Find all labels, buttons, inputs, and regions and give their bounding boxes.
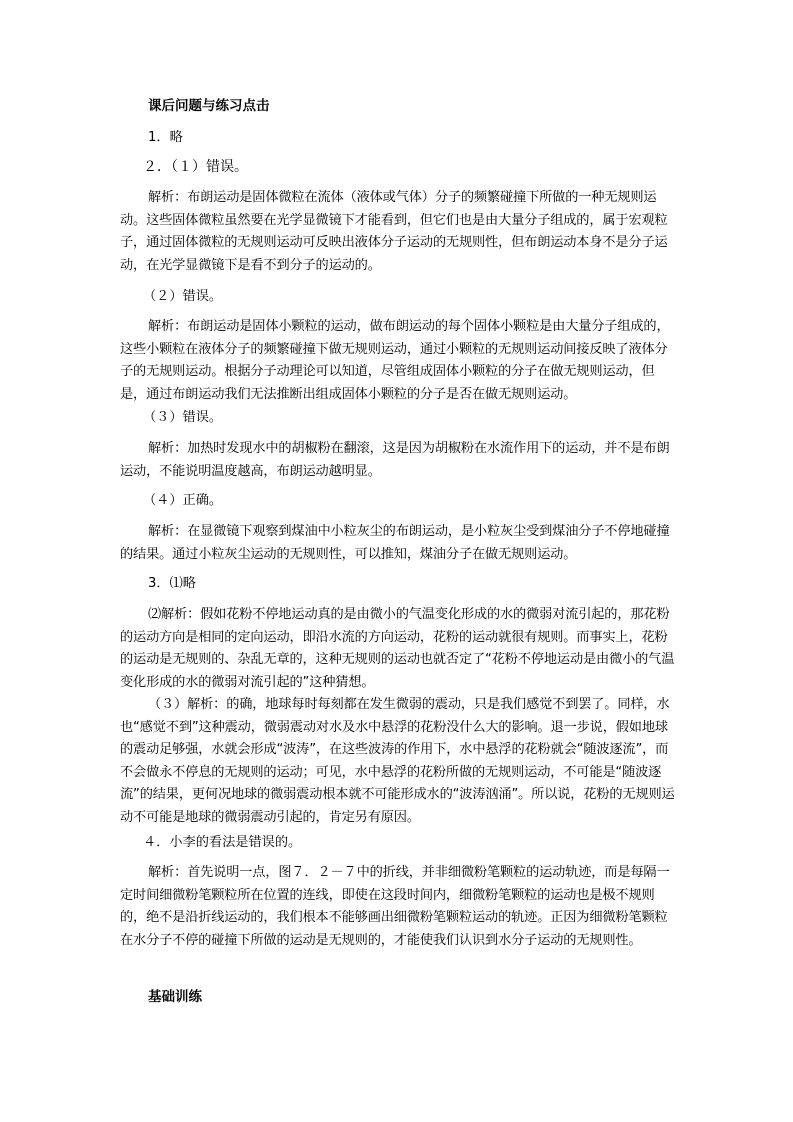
item-2-2: （２）错误。 — [143, 289, 223, 304]
item-2-4-analysis: 解析：在显微镜下观察到煤油中小粒灰尘的布朗运动，是小粒灰尘受到煤油分子不停地碰撞的结果。通过小粒灰尘运动的无规则性，可以推知，煤油分子在做无规则运动。 — [120, 524, 670, 562]
section-title: 课后问题与练习点击 — [148, 98, 270, 114]
item-4: ４．小李的看法是错误的。 — [143, 835, 302, 850]
item-2-3: （３）错误。 — [143, 410, 223, 425]
item-3-2: ⑵解析：假如花粉不停地运动真的是由微小的气温变化形成的水的微弱对流引起的，那花粉的运动方向是相同的定向运动，即沿水流的方向运动，花粉的运动就很有规则。而事实上，花粉的运动是无规则的、杂乱无章的，这种无规则的运动也就否定了“花粉不停地运动是由微小的气温变化形成的水的微弱对流引起的”这种猜想。 — [120, 607, 675, 690]
item-3-1: 3．⑴略 — [148, 576, 196, 591]
item-2-2-analysis: 解析：布朗运动是固体小颗粒的运动，做布朗运动的每个固体小颗粒是由大量分子组成的，这些小颗粒在液体分子的频繁碰撞下做无规则运动，通过小颗粒的无规则运动间接反映了液体分子的无规则运动。根据分子动理论可以知道，尽管组成固体小颗粒的分子在做无规则运动，但是，通过布朗运动我们无法推断出组成固体小颗粒的分子是否在做无规则运动。 — [120, 319, 670, 402]
item-2-1-analysis: 解析：布朗运动是固体微粒在流体（液体或气体）分子的频繁碰撞下所做的一种无规则运动。这些固体微粒虽然要在光学显微镜下才能看到，但它们也是由大量分子组成的，属于宏观粒子，通过固体微粒的无规则运动可反映出液体分子运动的无规则性，但布朗运动本身不是分子运动，在光学显微镜下是看不到分子的运动的。 — [120, 190, 668, 273]
item-3-3: （３）解析：的确，地球每时每刻都在发生微弱的震动，只是我们感觉不到罢了。同样，水也“感觉不到”这种震动，微弱震动对水及水中悬浮的花粉没什么大的影响。退一步说，假如地球的震动足够强，水就会形成“波涛”，在这些波涛的作用下，水中悬浮的花粉就会“随波逐流”，而不会做永不停息的无规则的运动；可见，水中悬浮的花粉所做的无规则运动，不可能是“随波逐流”的结果，更何况地球的微弱震动根本就不可能形成水的“波涛汹涌”。所以说，花粉的无规则运动不可能是地球的微弱震动引起的，肯定另有原因。 — [120, 697, 675, 825]
item-1: 1．略 — [148, 130, 183, 145]
next-section-title: 基础训练 — [148, 989, 202, 1005]
item-2-1: ２．（１）错误。 — [143, 159, 248, 175]
item-2-4: （４）正确。 — [143, 493, 223, 508]
item-4-analysis: 解析：首先说明一点，图７．２－７中的折线，并非细微粉笔颗粒的运动轨迹，而是每隔一定时间细微粉笔颗粒所在位置的连线，即使在这段时间内，细微粉笔颗粒的运动也是极不规则的，绝不是沿折线运动的，我们根本不能够画出细微粉笔颗粒运动的轨迹。正因为细微粉笔颗粒在水分子不停的碰撞下所做的运动是无规则的，才能使我们认识到水分子运动的无规则性。 — [120, 865, 670, 948]
item-2-3-analysis: 解析：加热时发现水中的胡椒粉在翻滚，这是因为胡椒粉在水流作用下的运动，并不是布朗运动，不能说明温度越高，布朗运动越明显。 — [120, 441, 670, 479]
